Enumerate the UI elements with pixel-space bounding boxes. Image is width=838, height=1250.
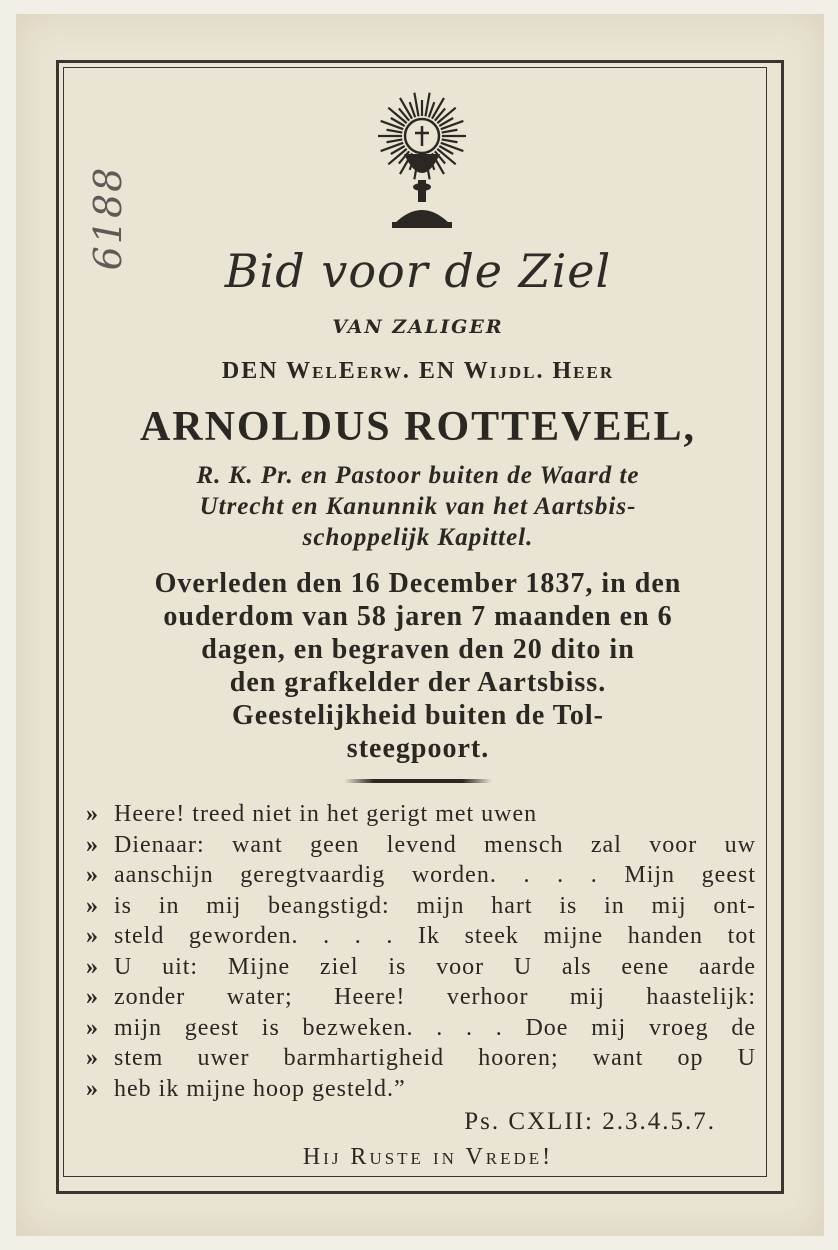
death-line: dagen, en begraven den 20 dito in (201, 634, 635, 665)
psalm-line: » Heere! treed niet in het gerigt met uwen (86, 801, 538, 827)
psalm-reference: Ps. CXLII: 2.3.4.5.7. (464, 1108, 716, 1135)
psalm-line: » stem uwer barmhartigheid hooren; want op U (86, 1045, 756, 1071)
psalm-line: » U uit: Mijne ziel is voor U als eene aarde (86, 953, 756, 980)
van-zaliger-line: VAN ZALIGER (332, 316, 504, 338)
emblem-ray (414, 93, 418, 117)
office-line: schoppelijk Kapittel. (302, 524, 534, 551)
office-line: R. K. Pr. en Pastoor buiten de Waard te (196, 462, 640, 489)
emblem-ray (442, 139, 458, 142)
death-line: ouderdom van 58 jaren 7 maanden en 6 (163, 601, 673, 632)
psalm-quote (80, 799, 756, 1104)
ornamental-divider (344, 779, 492, 783)
emblem-ray (387, 139, 403, 142)
psalm-line: » heb ik mijne hoop gesteld.” (86, 1075, 406, 1102)
monstrance-chalice-icon (364, 84, 480, 234)
heading-title: Bid voor de Ziel (224, 244, 612, 298)
card-text (80, 230, 756, 1171)
emblem-ray (425, 93, 429, 117)
death-line: Geestelijkheid buiten de Tol- (231, 700, 605, 731)
title-line: DEN WelEerw. EN Wijdl. Heer (221, 358, 615, 384)
psalm-line: » Dienaar: want geen levend mensch zal voor uw (86, 831, 756, 858)
archive-number: 6188 (86, 165, 130, 271)
psalm-line: » aanschijn geregtvaardig worden. . . . Mijn geest (86, 862, 756, 888)
emblem-ray (387, 130, 403, 133)
psalm-line: » steld geworden. . . . Ik steek mijne handen tot (86, 923, 756, 949)
office-description (80, 460, 756, 553)
death-line: den grafkelder der Aartsbiss. (229, 667, 607, 698)
death-details (80, 567, 756, 765)
psalm-line: » zonder water; Heere! verhoor mij haastelijk: (86, 984, 756, 1010)
death-line: Overleden den 16 December 1837, in den (154, 568, 682, 599)
death-line: steegpoort. (346, 733, 490, 764)
psalm-line: » is in mij beangstigd: mijn hart is in mij ont- (86, 892, 756, 919)
deceased-name: ARNOLDUS ROTTEVEEL, (139, 404, 697, 450)
psalm-line: » mijn geest is bezweken. . . . Doe mij vroeg de (86, 1014, 756, 1041)
emblem-ray (442, 130, 458, 133)
office-line: Utrecht en Kanunnik van het Aartsbis- (199, 493, 637, 520)
closing-line: Hij Ruste in Vrede! (302, 1144, 554, 1170)
